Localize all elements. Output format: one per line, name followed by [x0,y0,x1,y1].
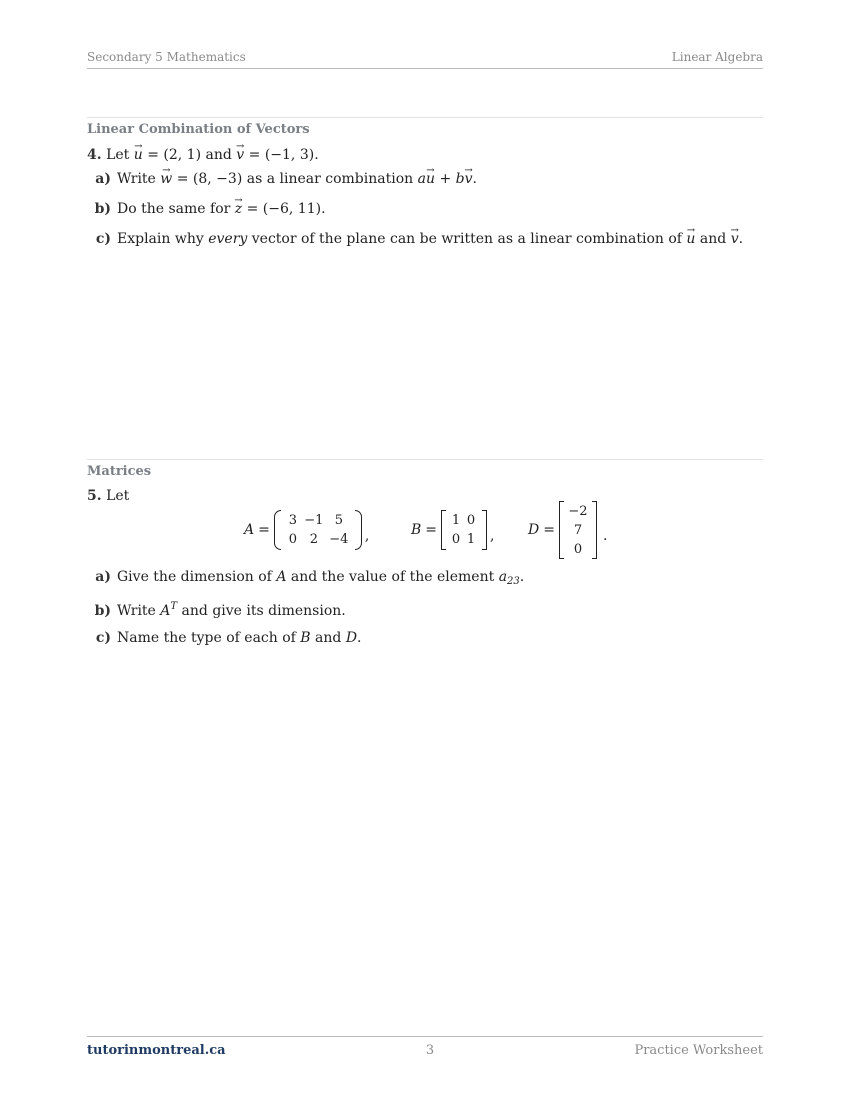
matrix-d: D = −2 7 0 . [528,500,607,560]
right-parenthesis [355,510,362,550]
section-divider [87,459,763,460]
question-4c: c) Explain why every vector of the plane can be written as a linear combination of → u and → v. [87,230,763,248]
page-footer [87,1036,763,1058]
vector-z: → z [235,200,242,218]
left-parenthesis [274,510,281,550]
matrix-b: B = 1 0 0 1 , [411,500,494,560]
page-number: 3 [425,1043,435,1058]
right-bracket [592,501,597,559]
question-5-statement: 5. Let [87,488,130,504]
question-number: 5. [87,488,102,504]
question-5b: b) Write $A^T$ and give its dimension. [94,601,346,619]
right-bracket [482,510,487,550]
footer-website-link[interactable]: tutorinmontreal.ca [87,1043,226,1058]
question-number: 4. [87,147,102,163]
vector-w: → w [160,170,172,188]
running-header [87,50,763,69]
header-topic: Linear Algebra [671,50,763,64]
question-5a: a) Give the dimension of A and the value of the element $a_{23}$. [95,569,525,587]
section-title-matrices: Matrices [87,464,152,479]
matrix-d-entries: −2 7 0 [568,503,588,557]
section-title-linear-combination: Linear Combination of Vectors [87,122,310,137]
footer-label: Practice Worksheet [634,1043,763,1058]
matrix-a: A = 3 −1 5 0 2 −4 , [244,500,369,560]
question-4b: b) Do the same for → z = (−6, 11). [87,200,763,218]
matrix-b-entries: 1 0 0 1 [451,513,476,547]
question-4-statement: 4. Let → u = (2, 1) and → v = (−1, 3). [87,146,763,164]
matrix-definitions [87,500,763,560]
vector-u: → u [134,146,143,164]
header-course: Secondary 5 Mathematics [87,50,246,64]
matrix-a-entries: 3 −1 5 0 2 −4 [288,513,349,547]
question-4a: a) Write → w = (8, −3) as a linear combination a→ u + b→ v. [87,170,763,188]
question-5c: c) Name the type of each of B and D. [95,630,362,646]
section-divider [87,117,763,118]
vector-v: → v [236,146,244,164]
